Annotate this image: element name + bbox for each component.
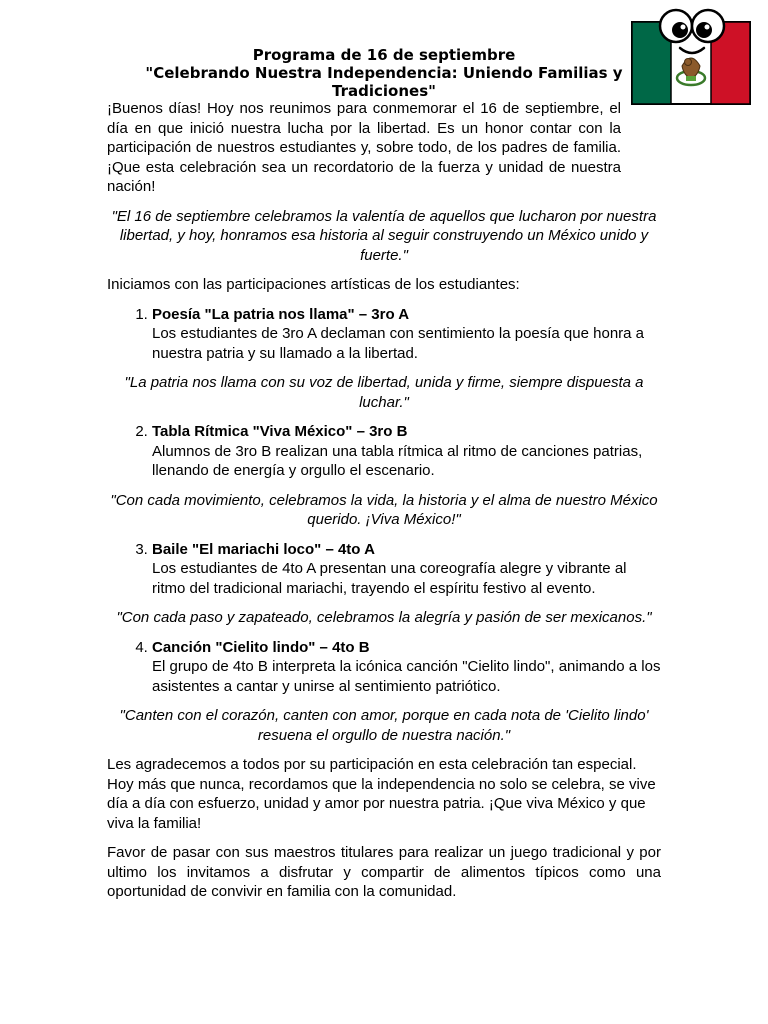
program-item-quote: "Con cada paso y zapateado, celebramos la alegría y pasión de ser mexicanos." — [116, 609, 652, 626]
program-item-title: 2. Tabla Rítmica "Viva México" – 3ro B — [152, 423, 408, 440]
program-item-quote: "Con cada movimiento, celebramos la vida, la historia y el alma de nuestro México querido. ¡Viva México!" — [110, 491, 658, 528]
program-item — [152, 638, 661, 697]
closing-paragraph: Les agradecemos a todos por su participación en esta celebración tan especial. Hoy más que nunca, recordamos que la independencia no solo se celebra, se vive día a día con esfuerzo, unidad y amor por nuestra patria. ¡Que viva México y que viva la familia! — [107, 756, 656, 832]
program-item-description: Los estudiantes de 3ro A declaman con sentimiento la poesía que honra a nuestra patria y su llamado a la libertad. — [152, 325, 645, 362]
intro-paragraph: ¡Buenos días! Hoy nos reunimos para conmemorar el 16 de septiembre, el día en que inició nuestra lucha por la libertad. Es un honor contar con la participación de nuestros estudiantes y, sobre todo, de los padres de familia. ¡Que esta celebración sea un recordatorio de la fuerza y unidad de nuestra nación! — [107, 100, 621, 195]
mexican-flag-cartoon-icon — [630, 6, 752, 108]
program-item — [152, 422, 661, 481]
program-item-title: 4. Canción "Cielito lindo" – 4to B — [152, 638, 370, 656]
program-item-description: Los estudiantes de 4to A presentan una coreografía alegre y vibrante al ritmo del tradicional mariachi, trayendo el espíritu festivo al evento. — [152, 560, 627, 597]
program-item — [152, 540, 661, 599]
document-body — [107, 99, 661, 912]
program-item-description: El grupo de 4to B interpreta la icónica canción "Cielito lindo", animando a los asistentes a cantar y unirse al sentimiento patriótico. — [152, 658, 661, 695]
program-list-4 — [107, 638, 661, 697]
title-line-2: "Celebrando Nuestra Independencia: Uniendo Familias y — [145, 64, 623, 82]
program-item — [152, 305, 661, 364]
program-list-2 — [107, 422, 661, 481]
program-list-1 — [107, 305, 661, 364]
program-item-description: Alumnos de 3ro B realizan una tabla rítmica al ritmo de canciones patrias, llenando de energía y orgullo el escenario. — [152, 442, 643, 479]
program-item-title: 1. Poesía "La patria nos llama" – 3ro A — [152, 305, 410, 323]
program-item-quote: "La patria nos llama con su voz de libertad, unida y firme, siempre dispuesta a luchar." — [124, 374, 644, 411]
program-item-quote: "Canten con el corazón, canten con amor, porque en cada nota de 'Cielito lindo' resuena el orgullo de nuestra nación." — [119, 707, 649, 744]
title-line-1: Programa de 16 de septiembre — [252, 46, 516, 64]
program-list-3 — [107, 540, 661, 599]
final-paragraph: Favor de pasar con sus maestros titulares para realizar un juego tradicional y por ultimo los invitamos a disfrutar y compartir de alimentos típicos como una oportunidad de convivir en familia con la comunidad. — [107, 844, 661, 900]
program-item-title: 3. Baile "El mariachi loco" – 4to A — [152, 540, 375, 558]
title-line-3: Tradiciones" — [332, 82, 436, 100]
document-title — [136, 46, 632, 100]
lead-paragraph: Iniciamos con las participaciones artísticas de los estudiantes: — [107, 276, 520, 293]
intro-quote: "El 16 de septiembre celebramos la valentía de aquellos que lucharon por nuestra libertad, y hoy, honramos esa historia al seguir construyendo un México unido y fuerte." — [111, 207, 657, 264]
